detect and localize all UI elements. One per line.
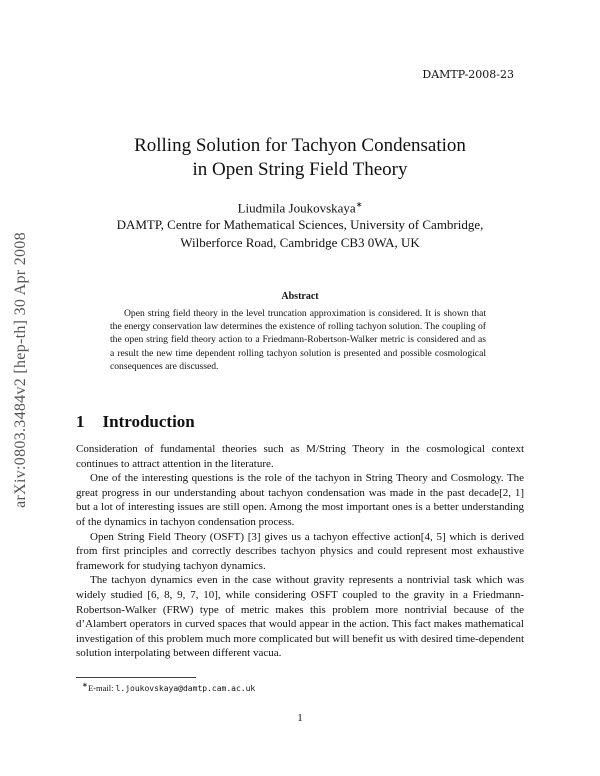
footnote bbox=[82, 680, 255, 693]
title-line-2: in Open String Field Theory bbox=[192, 159, 408, 180]
arxiv-stamp bbox=[4, 190, 38, 550]
abstract-text: Open string field theory in the level truncation approximation is considered. It is shown that the energy conservation law determines the existence of rolling tachyon solution. The coupling of the open string field theory action to a Friedmann-Robertson-Walker metric is considered and as a result the new time dependent rolling tachyon solution is presented and possible cosmological consequences are discussed. bbox=[110, 308, 486, 372]
paragraph-3: Open String Field Theory (OSFT) [3] gives us a tachyon effective action[4, 5] which is derived from first principles and correctly describes tachyon physics and could represent most exhaustive framework for studying tachyon dynamics. bbox=[76, 530, 524, 572]
section-number: 1 bbox=[76, 412, 85, 431]
page-number: 1 bbox=[297, 712, 303, 724]
footnote-divider bbox=[76, 677, 196, 678]
section-title: Introduction bbox=[102, 412, 195, 431]
abstract-heading: Abstract bbox=[281, 291, 319, 302]
affiliation bbox=[60, 216, 540, 252]
footnote-label: E-mail: bbox=[87, 682, 116, 693]
footnote-email: l.joukovskaya@damtp.cam.ac.uk bbox=[115, 683, 256, 693]
paragraph-1: Consideration of fundamental theories such as M/String Theory in the cosmological context continues to attract attention in the literature. bbox=[76, 443, 524, 470]
author bbox=[80, 196, 520, 217]
arxiv-stamp-text: arXiv:0803.3484v2 [hep-th] 30 Apr 2008 bbox=[12, 232, 29, 508]
affiliation-line-1: DAMTP, Centre for Mathematical Sciences, University of Cambridge, bbox=[116, 217, 484, 232]
section-heading bbox=[76, 412, 195, 432]
body-text bbox=[76, 442, 524, 661]
paragraph-4: The tachyon dynamics even in the case without gravity represents a nontrivial task which was widely studied [6, 8, 9, 7, 10], while considering OSFT coupled to the gravity in a Friedmann-Robertson-Walker (FRW) type of metric makes this problem more nontrivial because of the d’Alambert operators in curved spaces that would appear in the action. This fact makes mathematical investigation of this problem much more complicated but will benefit us with desired time-dependent solution interpolating between different vacua. bbox=[76, 574, 524, 660]
paragraph-2: One of the interesting questions is the role of the tachyon in String Theory and Cosmology. The great progress in our understanding about tachyon condensation was made in the past decade[2, 1] but a lot of interesting issues are still open. Among the most important ones is a better understanding of the dynamics in tachyon condensation process. bbox=[76, 472, 524, 528]
footnote-mark: ∗ bbox=[82, 681, 88, 689]
author-footnote-mark: ∗ bbox=[355, 200, 363, 209]
report-number: DAMTP-2008-23 bbox=[422, 68, 514, 81]
author-name: Liudmila Joukovskaya bbox=[237, 200, 356, 216]
affiliation-line-2: Wilberforce Road, Cambridge CB3 0WA, UK bbox=[180, 235, 420, 250]
title-line-1: Rolling Solution for Tachyon Condensation bbox=[134, 135, 466, 156]
paper-title bbox=[80, 134, 520, 182]
